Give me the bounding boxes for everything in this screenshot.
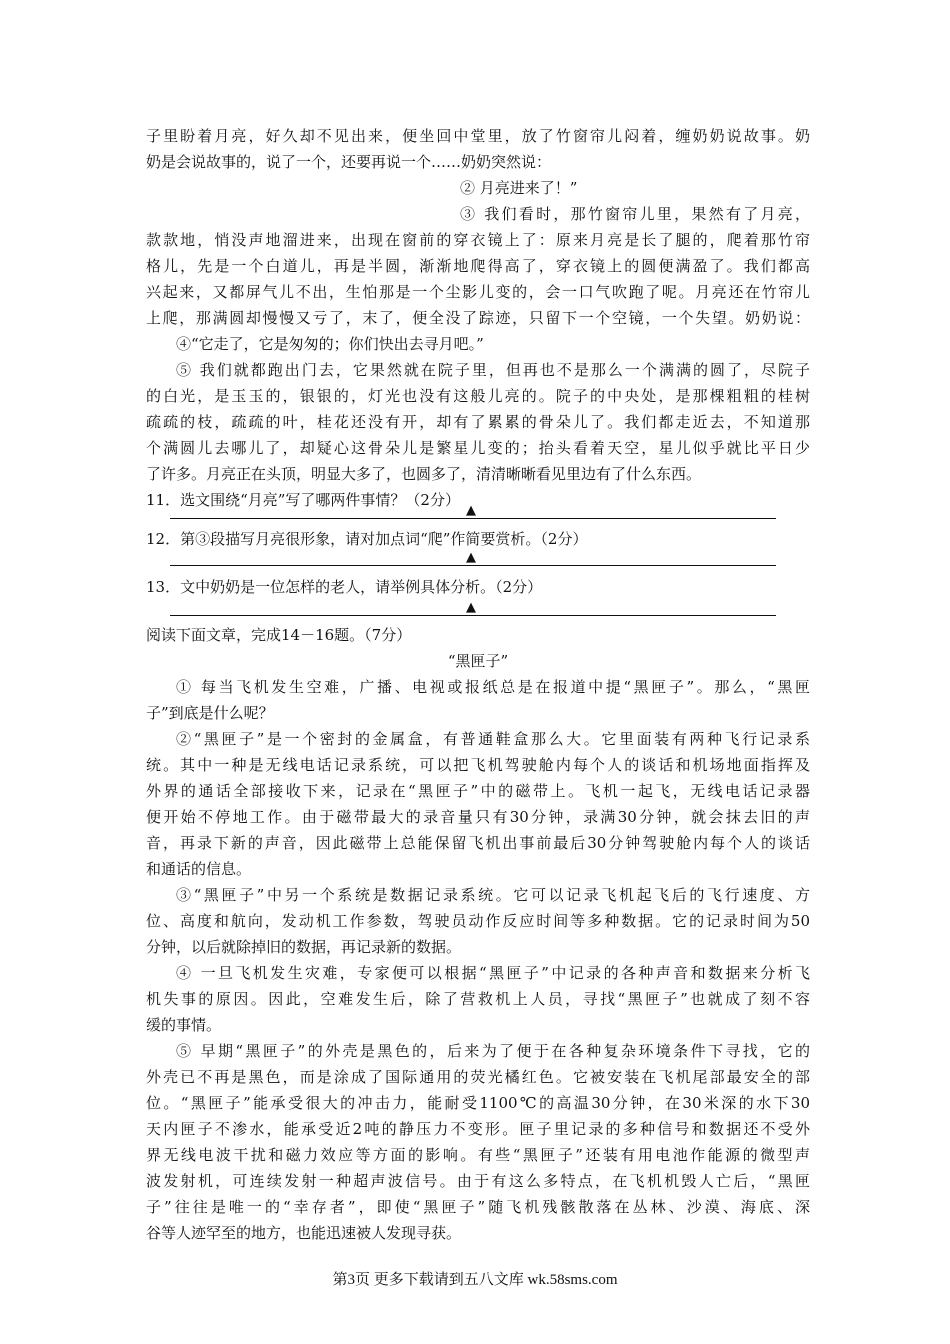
answer-line[interactable] — [170, 565, 776, 566]
passage1-line: 上爬，那满圆却慢慢又亏了，末了，便全没了踪迹，只留下一个空镜，一个失望。奶奶说： — [146, 309, 810, 327]
passage2-line: ⑤ 早期“黑匣子”的外壳是黑色的，后来为了便于在各种复杂环境条件下寻找，它的 — [176, 1042, 810, 1060]
passage2-line: ③“黑匣子”中另一个系统是数据记录系统。它可以记录飞机起飞后的飞行速度、方 — [176, 886, 810, 904]
passage2-line: 波发射机，可连续发射一种超声波信号。由于有这么多特点，在飞机机毁人亡后，“黑匣 — [146, 1172, 810, 1190]
page-footer: 第3页 更多下载请到五八文库 wk.58sms.com — [332, 1272, 618, 1288]
question-13: 13．文中奶奶是一位怎样的老人，请举例具体分析。（2分） — [146, 578, 543, 596]
answer-marker: ▲ — [466, 503, 476, 518]
passage1-line: 款款地，悄没声地溜进来，出现在窗前的穿衣镜上了：原来月亮是长了腿的，爬着那竹帘 — [146, 231, 810, 249]
passage2-line: ②“黑匣子”是一个密封的金属盒，有普通鞋盒那么大。它里面装有两种飞行记录系 — [176, 730, 810, 748]
passage2-line: 界无线电波干扰和磁力效应等方面的影响。有些“黑匣子”还装有用电池作能源的微型声 — [146, 1146, 810, 1164]
passage1-line: ② 月亮进来了！” — [460, 179, 578, 197]
passage2-line: 便开始不停地工作。由于磁带最大的录音量只有30分钟，录满30分钟，就会抹去旧的声 — [146, 808, 810, 826]
passage2-line: ④ 一旦飞机发生灾难，专家便可以根据“黑匣子”中记录的各种声音和数据来分析飞 — [176, 964, 810, 982]
answer-marker: ▲ — [466, 600, 476, 615]
answer-line[interactable] — [170, 615, 776, 616]
passage2-line: 统。其中一种是无线电话记录系统，可以把飞机驾驶舱内每个人的谈话和机场地面指挥及 — [146, 756, 810, 774]
passage1-line: 了许多。月亮正在头顶，明显大多了，也圆多了，清清晰晰看见里边有了什么东西。 — [146, 465, 702, 483]
passage1-line: 格儿，先是一个白道儿，再是半圆，渐渐地爬得高了，穿衣镜上的圆便满盈了。我们都高 — [146, 257, 810, 275]
passage1-line: 子里盼着月亮，好久却不见出来，便坐回中堂里，放了竹窗帘儿闷着，缠奶奶说故事。奶 — [146, 127, 810, 145]
question-12: 12．第③段描写月亮很形象，请对加点词“爬”作简要赏析。（2分） — [146, 530, 588, 548]
passage2-line: 机失事的原因。因此，空难发生后，除了营救机上人员，寻找“黑匣子”也就成了刻不容 — [146, 990, 810, 1008]
passage1-line: 奶是会说故事的，说了一个，还要再说一个……奶奶突然说： — [146, 153, 552, 171]
passage2-line: 位。“黑匣子”能承受很大的冲击力，能耐受1100℃的高温30分钟，在30米深的水下30 — [146, 1094, 810, 1112]
passage2-line: 子”到底是什么呢？ — [146, 704, 274, 722]
passage2-title: “黑匣子” — [447, 652, 509, 670]
passage2-line: 外壳已不再是黑色，而是涂成了国际通用的荧光橘红色。它被安装在飞机尾部最安全的部 — [146, 1068, 810, 1086]
passage2-intro: 阅读下面文章，完成14－16题。（7分） — [146, 626, 412, 644]
passage2-line: 和通话的信息。 — [146, 860, 252, 878]
passage2-line: 子”往往是唯一的“幸存者”，即使“黑匣子”随飞机残骸散落在丛林、沙漠、海底、深 — [146, 1198, 810, 1216]
answer-line[interactable] — [170, 518, 776, 519]
passage2-line: 位、高度和航向，发动机工作参数，驾驶员动作反应时间等多种数据。它的记录时间为50 — [146, 912, 810, 930]
passage1-line: 的白光，是玉玉的，银银的，灯光也没有这般儿亮的。院子的中央处，是那棵粗粗的桂树 — [146, 387, 810, 405]
passage1-line: ④“它走了，它是匆匆的；你们快出去寻月吧。” — [176, 335, 484, 353]
passage1-line: ③ 我们看时，那竹窗帘儿里，果然有了月亮， — [460, 205, 810, 223]
passage2-line: 音，再录下新的声音，因此磁带上总能保留飞机出事前最后30分钟驾驶舱内每个人的谈话 — [146, 834, 810, 852]
passage1-line: ⑤ 我们就都跑出门去，它果然就在院子里，但再也不是那么一个满满的圆了，尽院子 — [176, 361, 810, 379]
passage2-line: 分钟，以后就除掉旧的数据，再记录新的数据。 — [146, 938, 462, 956]
passage2-line: 外界的通话全部接收下来，记录在“黑匣子”中的磁带上。飞机一起飞，无线电话记录器 — [146, 782, 810, 800]
passage2-line: 缓的事情。 — [146, 1016, 222, 1034]
passage1-line: 兴起来，又都屏气儿不出，生怕那是一个尘影儿变的，会一口气吹跑了呢。月亮还在竹帘儿 — [146, 283, 810, 301]
answer-marker: ▲ — [466, 550, 476, 565]
passage1-line: 疏疏的枝，疏疏的叶，桂花还没有开，却有了累累的骨朵儿了。我们都走近去，不知道那 — [146, 413, 810, 431]
passage2-line: 天内匣子不渗水，能承受近2吨的静压力不变形。匣子里记录的多种信号和数据还不受外 — [146, 1120, 810, 1138]
passage2-line: 谷等人迹罕至的地方，也能迅速被人发现寻获。 — [146, 1224, 462, 1242]
passage2-line: ① 每当飞机发生空难，广播、电视或报纸总是在报道中提“黑匣子”。那么，“黑匣 — [176, 678, 810, 696]
passage1-line: 个满圆儿去哪儿了，却疑心这骨朵儿是繁星儿变的；抬头看着天空，星儿似乎就比平日少 — [146, 439, 810, 457]
question-11: 11．选文围绕“月亮”写了哪两件事情？（2分） — [146, 491, 460, 509]
